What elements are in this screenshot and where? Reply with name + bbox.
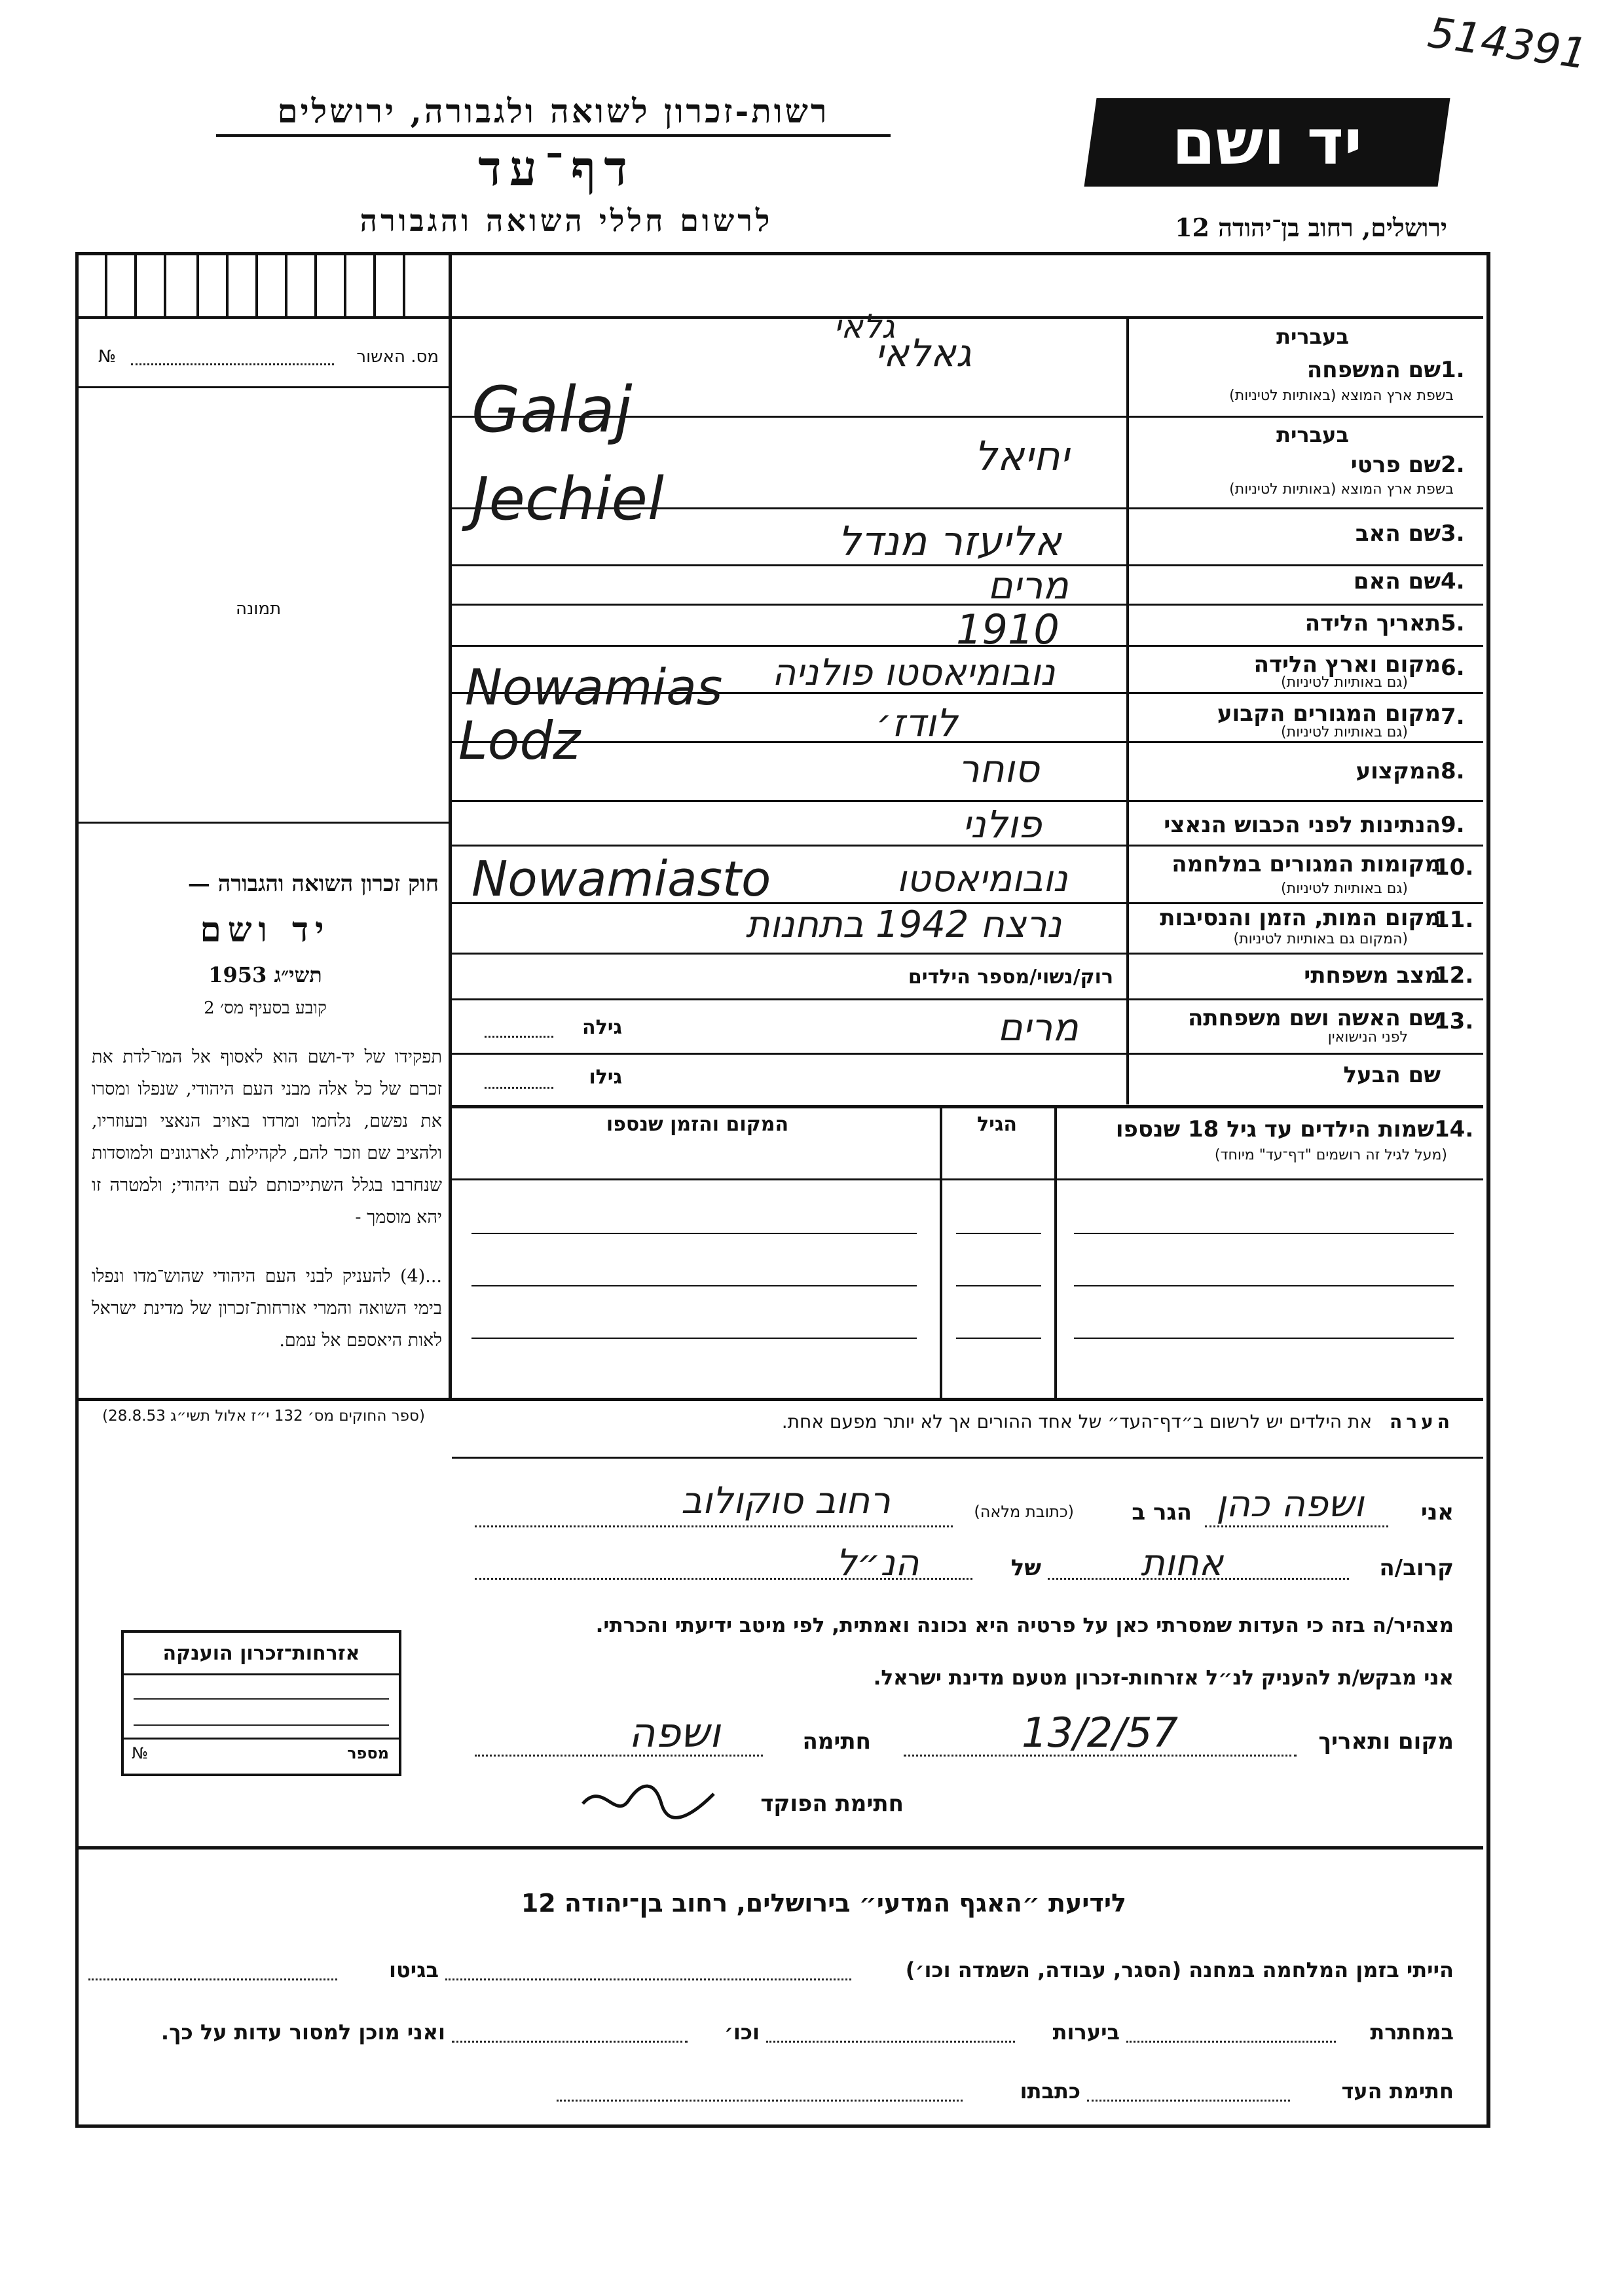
field-10-label: מקומות המגורים במלחמה	[1172, 851, 1441, 877]
form-subtitle: לרשום חללי השואה והגבורה	[360, 203, 773, 238]
logo-text: יד ושם	[1172, 105, 1363, 179]
wartime-residence-hebrew-value[interactable]: נובומיאסטו	[896, 858, 1068, 900]
signature-field	[475, 1755, 763, 1757]
field-9-num: 9.	[1441, 812, 1465, 838]
footer-etc-label: וכו׳	[724, 2020, 760, 2045]
field-6-sub: (גם באותיות לטיניות)	[1281, 674, 1408, 691]
field-9-label: הנתינות לפני הכבוש הנאצי	[1164, 812, 1441, 838]
footer-title: לידיעת ״האגף המדעי״ בירושלים, רחוב בן־יהודה 12	[521, 1889, 1126, 1918]
field-8-num: 8.	[1441, 758, 1465, 784]
first-name-hebrew-value[interactable]: יחיאל	[974, 432, 1069, 480]
top-strip-bottom	[79, 316, 1483, 319]
field-11-num: 11.	[1434, 907, 1474, 933]
date-value[interactable]: 13/2/57	[1022, 1709, 1179, 1757]
field-2-tag: בעברית	[1276, 422, 1349, 447]
residence-hebrew-value[interactable]: לודז׳	[876, 701, 958, 745]
photo-label: תמונה	[236, 599, 282, 619]
wartime-residence-latin-value[interactable]: Nowamiasto	[471, 851, 771, 907]
children-col-place: המקום והזמן שנספו	[606, 1113, 789, 1136]
field-7-label: מקום המגורים הקבוע	[1217, 701, 1441, 727]
place-date-field	[904, 1755, 1297, 1757]
declarant-name-field	[1205, 1525, 1388, 1527]
citizenship-box-title: אזרחות־זכרון הוענקה	[162, 1642, 360, 1665]
field-12-label: מצב משפחתי	[1304, 962, 1441, 989]
resident-label: הגר ב	[1132, 1499, 1192, 1525]
occupation-value[interactable]: סוחר	[957, 746, 1040, 791]
field-4-num: 4.	[1441, 568, 1465, 594]
footer-address-field[interactable]	[557, 2100, 963, 2102]
field-2-label: שם פרטי	[1350, 452, 1441, 478]
children-col-2	[1054, 1106, 1057, 1398]
children-sub: (מעל לגיל זה רושמים "דף־עד" מיוחד)	[1214, 1147, 1447, 1163]
of-name-value[interactable]: הנ״ל	[836, 1542, 919, 1584]
relative-label: קרוב/ה	[1379, 1555, 1454, 1581]
field-13-num: 13.	[1434, 1008, 1474, 1034]
footer-camp-field[interactable]	[445, 1978, 851, 1980]
form-title: דף־עד	[478, 141, 635, 197]
footer-underground-field[interactable]	[1126, 2041, 1336, 2043]
of-name-field	[475, 1578, 972, 1580]
of-label: של	[1010, 1555, 1041, 1581]
request-text: אני מבקש/ת להעניק לנ״ל אזרחות-זכרון מטעם מדינת ישראל.	[873, 1666, 1454, 1690]
husband-label: שם הבעל	[1343, 1062, 1441, 1088]
footer-camp-label: הייתי בזמן המלחמה במחנה (הסגר, עבודה, השמדה וכו׳)	[905, 1958, 1454, 1982]
approval-field[interactable]	[131, 363, 334, 365]
field-6-num: 6.	[1441, 655, 1465, 681]
left-column-divider	[449, 255, 452, 1398]
residence-latin-value[interactable]: Lodz	[458, 710, 581, 771]
label-column-divider	[1126, 319, 1129, 1104]
wife-age-label: גילה	[582, 1016, 622, 1039]
signature-label: חתימה	[802, 1728, 871, 1755]
citizenship-number-label: מספר	[347, 1744, 389, 1762]
field-2-num: 2.	[1441, 452, 1465, 478]
officer-signature-icon	[576, 1774, 720, 1827]
field-10-sub: (גם באותיות לטיניות)	[1281, 881, 1408, 897]
children-col-1	[940, 1106, 942, 1398]
field-5-num: 5.	[1441, 610, 1465, 636]
wife-age-field[interactable]	[485, 1036, 553, 1038]
footer-witness-label: חתימת העד	[1341, 2079, 1454, 2104]
children-col-age: הגיל	[977, 1113, 1017, 1136]
field-11-label: מקום המות, הזמן והנסיבות	[1160, 905, 1441, 931]
law-text-1: תפקידו של יד-ושם הוא לאסוף אל המו־לדת את זכרם של כל אלה מבני העם היהודי, שנפלו ומסרו את נפשם, נלחמו ומרדו באויב הנאצי ובעוזריו, ולהציב שם וזכר להם, לקהילות, לארגונים ולמוסדות שנחרבו בגלל השתייכותם לעם היהודי; ולמטרה זו יהא מוסמך -	[92, 1047, 442, 1228]
footer-witness-field[interactable]	[1087, 2100, 1290, 2102]
citizenship-box	[121, 1630, 401, 1776]
mother-name-value[interactable]: מרים	[987, 563, 1069, 608]
document-number: 514391	[1425, 9, 1591, 79]
field-1-num: 1.	[1441, 357, 1465, 383]
signature-value[interactable]: ושפה	[628, 1709, 721, 1757]
footer-address-label: כתבתו	[1020, 2079, 1080, 2104]
surname-hebrew-value[interactable]: גאלאי	[875, 331, 972, 375]
approval-label: מס. האשור	[356, 347, 439, 367]
footer-top	[79, 1846, 1483, 1850]
approval-no-sign: №	[98, 347, 117, 367]
footer-underground-label: במחתרת	[1370, 2020, 1454, 2045]
authority-name: רשות-זכרון לשואה ולגבורה, ירושלים	[277, 92, 830, 130]
surname-hebrew-alt-value[interactable]: גלאי	[834, 308, 895, 346]
declarant-address[interactable]: רחוב סוקולוב	[681, 1480, 891, 1522]
note-row	[655, 1411, 1454, 1432]
field-4-label: שם האם	[1353, 568, 1441, 594]
footer-woods-label: ביערות	[1052, 2020, 1120, 2045]
children-header-bottom	[452, 1178, 1483, 1180]
field-1-tag: בעברית	[1276, 324, 1349, 349]
field-13-sub: לפני הנישואין	[1327, 1029, 1408, 1046]
husband-age-field[interactable]	[485, 1087, 553, 1089]
law-reference: (ספר החוקים מס׳ 132 י״ז אלול תשי״ג 28.8.53)	[102, 1408, 425, 1425]
note-text: את הילדים יש לרשום ב״דף־העד״ של אחד ההורים אך לא יותר מפעם אחת.	[781, 1411, 1373, 1432]
footer-ghetto-field[interactable]	[88, 1978, 337, 1980]
field-11-sub: (המקום גם באותיות לטיניות)	[1233, 931, 1408, 947]
approval-divider	[79, 386, 449, 388]
field-8-label: המקצוע	[1356, 758, 1441, 784]
place-date-label: מקום ותאריך	[1318, 1728, 1454, 1755]
header-address: ירושלים, רחוב בן־יהודה 12	[1175, 213, 1447, 242]
father-name-value[interactable]: אליעזר מנדל	[838, 517, 1061, 565]
yad-vashem-logo	[1084, 98, 1450, 187]
husband-age-label: גילו	[589, 1066, 622, 1089]
note-label: הערה	[1390, 1411, 1454, 1432]
field-2-sub: בשפת ארץ המוצא (באותיות לטיניות)	[1229, 481, 1454, 498]
statement-text: מצהיר/ה בזה כי העדות שמסרתי כאן על פרטיה היא נכונה ואמתית, לפי מיטב ידיעתי והכרתי.	[595, 1614, 1454, 1637]
field-1-label: שם המשפחה	[1306, 357, 1441, 383]
law-name: יד ושם	[200, 910, 331, 950]
field-6-label: מקום וארץ הלידה	[1253, 651, 1441, 678]
footer-woods-field[interactable]	[766, 2041, 1015, 2043]
officer-label: חתימת הפוקד	[760, 1791, 904, 1817]
declarant-name[interactable]: ושפה כהן	[1216, 1483, 1364, 1525]
authority-underline	[216, 134, 891, 137]
birth-place-latin-value[interactable]: Nowamias	[465, 658, 723, 716]
children-label: שמות הילדים עד גיל 18 שנספו	[1115, 1116, 1434, 1142]
relation-field	[1048, 1578, 1349, 1580]
footer-ready-text: ואני מוכן למסור עדות על כך.	[160, 2020, 445, 2045]
footer-etc-field[interactable]	[452, 2041, 688, 2043]
decl-prefix: אני	[1420, 1499, 1454, 1525]
field-1-sub: בשפת ארץ המוצא (באותיות לטיניות)	[1229, 388, 1454, 404]
note-top	[79, 1398, 1483, 1401]
field-12-num: 12.	[1434, 962, 1474, 989]
field-5-label: תאריך הלידה	[1304, 610, 1441, 636]
law-year: תשי״ג 1953	[208, 962, 322, 987]
field-3-label: שם האב	[1355, 520, 1441, 547]
marital-status-options[interactable]: רוק/נשוי/מספר הילדים	[908, 966, 1113, 989]
officer-signature-mark[interactable]	[576, 1774, 720, 1827]
law-clause: קובע בסעיף מס׳ 2	[204, 998, 327, 1018]
citizenship-no-sign: №	[132, 1744, 148, 1762]
field-3-num: 3.	[1441, 520, 1465, 547]
address-hint: (כתובת מלאה)	[974, 1503, 1074, 1521]
citizenship-value[interactable]: פולני	[962, 802, 1042, 847]
first-name-latin-value[interactable]: Jechiel	[471, 465, 664, 534]
law-text-2: ...(4) להעניק לבני העם היהודי שהוש־מדו ונפלו בימי השואה והמרי אזרחות־זכרון של מדינת ישראל לאות היאספם אל עמם.	[92, 1266, 442, 1351]
declarant-address-field	[475, 1525, 953, 1527]
death-place-value[interactable]: נרצח 1942 בתחנות	[745, 903, 1062, 946]
birth-place-hebrew-value[interactable]: נובומיאסטו פולניה	[771, 651, 1056, 694]
wife-name-value[interactable]: מרים	[997, 1005, 1079, 1049]
field-13-label: שם האשה ושם משפחתה	[1187, 1005, 1441, 1031]
children-num: 14.	[1434, 1116, 1474, 1142]
birth-date-value[interactable]: 1910	[956, 606, 1060, 653]
surname-latin-value[interactable]: Galaj	[471, 373, 633, 446]
photo-divider	[79, 822, 449, 824]
field-7-sub: (גם באותיות לטיניות)	[1281, 724, 1408, 740]
relation-value[interactable]: אחות	[1140, 1542, 1224, 1584]
footer-ghetto-label: בגיטו	[389, 1958, 439, 1982]
field-7-num: 7.	[1441, 704, 1465, 730]
note-bottom	[452, 1457, 1483, 1459]
field-10-num: 10.	[1434, 854, 1474, 881]
law-title: חוק זכרון השואה והגבורה —	[187, 871, 439, 897]
